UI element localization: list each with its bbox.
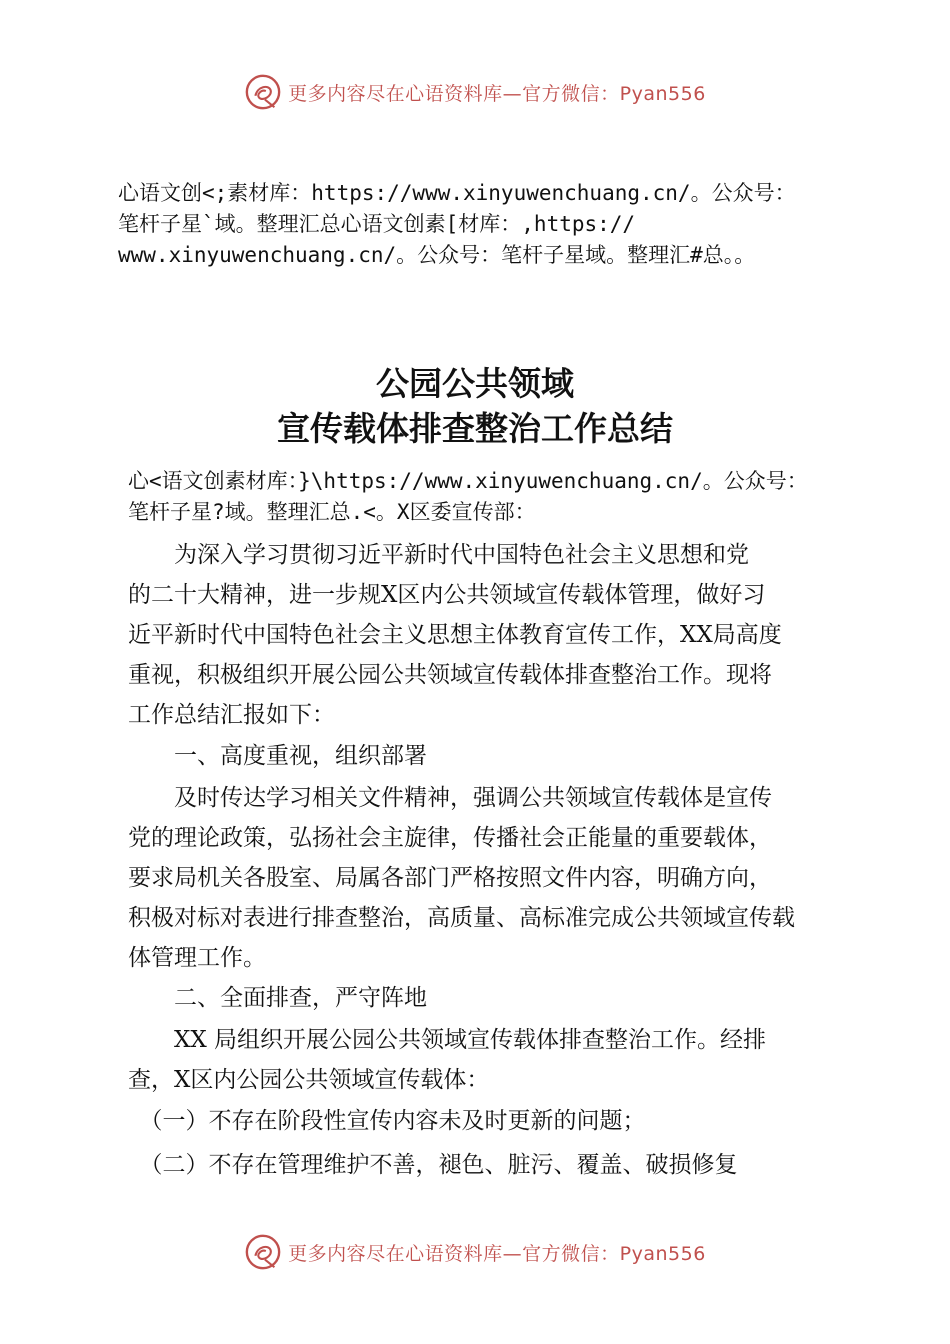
watermark-line: 笔杆子星?域。整理汇总.<。X区委宣传部： bbox=[128, 500, 536, 524]
intro-paragraph bbox=[128, 535, 848, 735]
banner-text: 更多内容尽在心语资料库—官方微信：Pyan556 bbox=[288, 1242, 706, 1265]
section-heading-2: 二、全面排查，严守阵地 bbox=[128, 985, 427, 1011]
text-line: 积极对标对表进行排查整治，高质量、高标准完成公共领域宣传载 bbox=[128, 905, 795, 931]
watermark-line: www.xinyuwenchuang.cn/。公众号：笔杆子星域。整理汇#总。。 bbox=[118, 243, 756, 267]
text-line: 重视，积极组织开展公园公共领域宣传载体排查整治工作。现将 bbox=[128, 662, 772, 688]
rose-logo-icon bbox=[244, 73, 282, 111]
banner-text: 更多内容尽在心语资料库—官方微信：Pyan556 bbox=[288, 82, 706, 105]
rose-logo-icon bbox=[244, 1233, 282, 1271]
text-line: 党的理论政策，弘扬社会主旋律，传播社会正能量的重要载体， bbox=[128, 825, 772, 851]
watermark-line: 心<语文创素材库：}\https://www.xinyuwenchuang.cn/。公众号： bbox=[128, 469, 808, 493]
watermark-text-block bbox=[118, 178, 878, 271]
footer-banner bbox=[0, 1232, 950, 1272]
text-line: 查，X区内公园公共领域宣传载体： bbox=[128, 1067, 490, 1093]
document-title-line-2: 宣传载体排查整治工作总结 bbox=[277, 409, 673, 448]
text-line: 及时传达学习相关文件精神，强调公共领域宣传载体是宣传 bbox=[128, 785, 772, 811]
list-item-1: （一）不存在阶段性宣传内容未及时更新的问题； bbox=[128, 1108, 646, 1134]
text-line: 的二十大精神，进一步规X区内公共领域宣传载体管理，做好习 bbox=[128, 582, 766, 608]
text-line: 为深入学习贯彻习近平新时代中国特色社会主义思想和党 bbox=[128, 542, 749, 568]
watermark-line: 笔杆子星`域。整理汇总心语文创素[材库：,https:// bbox=[118, 212, 636, 236]
section-heading-1: 一、高度重视，组织部署 bbox=[128, 743, 427, 769]
text-line: 体管理工作。 bbox=[128, 945, 266, 971]
watermark-line: 心语文创<;素材库：https://www.xinyuwenchuang.cn/。公众号： bbox=[118, 181, 796, 205]
section-2-paragraph bbox=[128, 1020, 848, 1100]
list-item-2: （二）不存在管理维护不善，褪色、脏污、覆盖、破损修复 bbox=[128, 1152, 738, 1178]
text-line: 要求局机关各股室、局属各部门严格按照文件内容，明确方向， bbox=[128, 865, 772, 891]
document-title-line-1: 公园公共领域 bbox=[376, 364, 574, 403]
section-1-paragraph bbox=[128, 778, 848, 978]
header-banner bbox=[0, 72, 950, 112]
text-line: 近平新时代中国特色社会主义思想主体教育宣传工作，XX局高度 bbox=[128, 622, 782, 648]
text-line: XX 局组织开展公园公共领域宣传载体排查整治工作。经排 bbox=[128, 1027, 767, 1053]
text-line: 工作总结汇报如下： bbox=[128, 702, 335, 728]
watermark-text-block-2 bbox=[128, 466, 888, 528]
